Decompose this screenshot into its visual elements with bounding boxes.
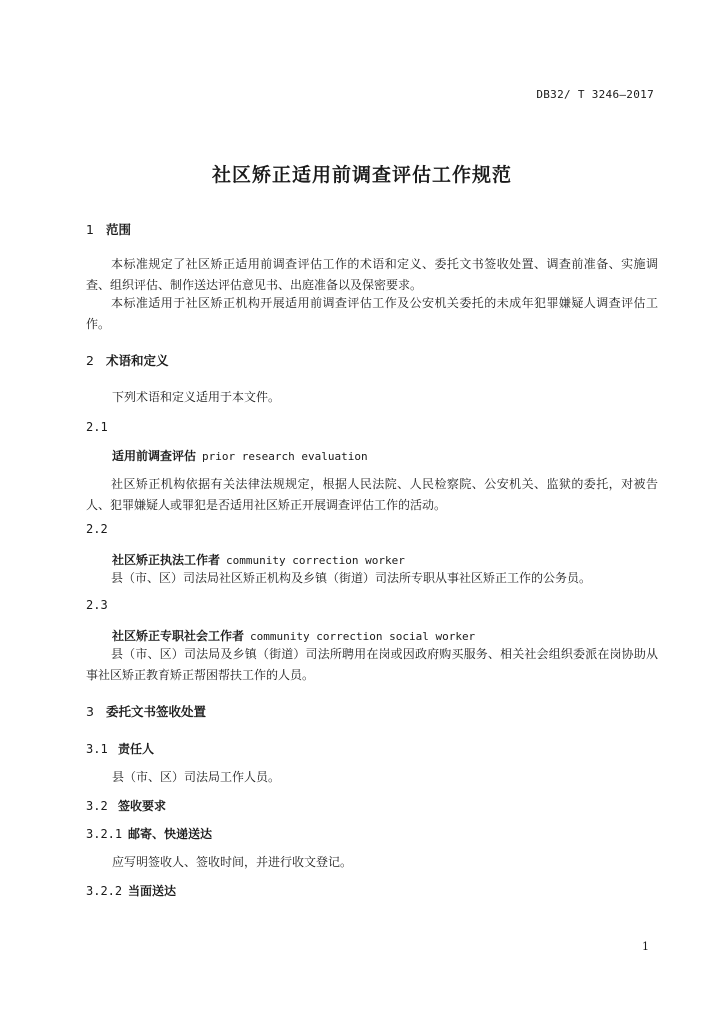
term-2-1-definition: 社区矫正机构依据有关法律法规规定，根据人民法院、人民检察院、公安机关、监狱的委托，对被告人、犯罪嫌疑人或罪犯是否适用社区矫正开展调查评估工作的活动。 [86, 477, 658, 512]
term-2-3 [112, 627, 475, 644]
term-2-2-number: 2.2 [86, 522, 108, 536]
section-1-paragraph-2: 本标准适用于社区矫正机构开展适用前调查评估工作及公安机关委托的未成年犯罪嫌疑人调查评估工作。 [86, 296, 658, 331]
subsection-title: 邮寄、快递送达 [128, 827, 213, 841]
subsection-3-2-heading [86, 797, 166, 814]
term-2-3-definition: 县（市、区）司法局及乡镇（街道）司法所聘用在岗或因政府购买服务、相关社会组织委派在岗协助从事社区矫正教育矫正帮困帮扶工作的人员。 [86, 647, 658, 682]
subsection-3-2-2-heading [86, 882, 176, 899]
subsection-3-2-1-heading [86, 825, 212, 842]
subsection-3-2-1-text: 应写明签收人、签收时间，并进行收文登记。 [112, 855, 353, 869]
subsection-number: 3.2.2 [86, 884, 123, 898]
section-3-heading [86, 702, 206, 720]
term-english: prior research evaluation [202, 450, 368, 463]
term-chinese: 社区矫正专职社会工作者 [112, 629, 245, 643]
term-english: community correction worker [226, 554, 405, 567]
section-title: 范围 [106, 222, 132, 237]
section-number: 3 [86, 704, 94, 719]
section-2-heading [86, 351, 169, 369]
term-2-1-number: 2.1 [86, 420, 108, 434]
term-2-2 [112, 551, 405, 568]
subsection-3-1-text: 县（市、区）司法局工作人员。 [112, 770, 281, 784]
subsection-number: 3.2.1 [86, 827, 123, 841]
subsection-number: 3.1 [86, 742, 108, 756]
page-number: 1 [642, 940, 649, 953]
section-title: 术语和定义 [106, 353, 169, 368]
subsection-title: 当面送达 [128, 884, 177, 898]
subsection-3-1-heading [86, 740, 154, 757]
term-2-2-definition: 县（市、区）司法局社区矫正机构及乡镇（街道）司法所专职从事社区矫正工作的公务员。 [111, 571, 592, 585]
subsection-number: 3.2 [86, 799, 108, 813]
section-2-intro: 下列术语和定义适用于本文件。 [112, 390, 281, 404]
term-2-3-number: 2.3 [86, 598, 108, 612]
term-chinese: 适用前调查评估 [112, 449, 197, 463]
section-number: 2 [86, 353, 94, 368]
term-english: community correction social worker [250, 630, 476, 643]
document-title: 社区矫正适用前调查评估工作规范 [211, 164, 512, 186]
section-title: 委托文书签收处置 [106, 704, 207, 719]
document-code: DB32/ T 3246—2017 [536, 88, 654, 101]
term-chinese: 社区矫正执法工作者 [112, 553, 221, 567]
term-2-1 [112, 447, 368, 464]
section-number: 1 [86, 222, 94, 237]
subsection-title: 责任人 [118, 742, 155, 756]
section-1-paragraph-1: 本标准规定了社区矫正适用前调查评估工作的术语和定义、委托文书签收处置、调查前准备、实施调查、组织评估、制作送达评估意见书、出庭准备以及保密要求。 [86, 257, 658, 292]
subsection-title: 签收要求 [118, 799, 167, 813]
section-1-heading [86, 220, 131, 238]
